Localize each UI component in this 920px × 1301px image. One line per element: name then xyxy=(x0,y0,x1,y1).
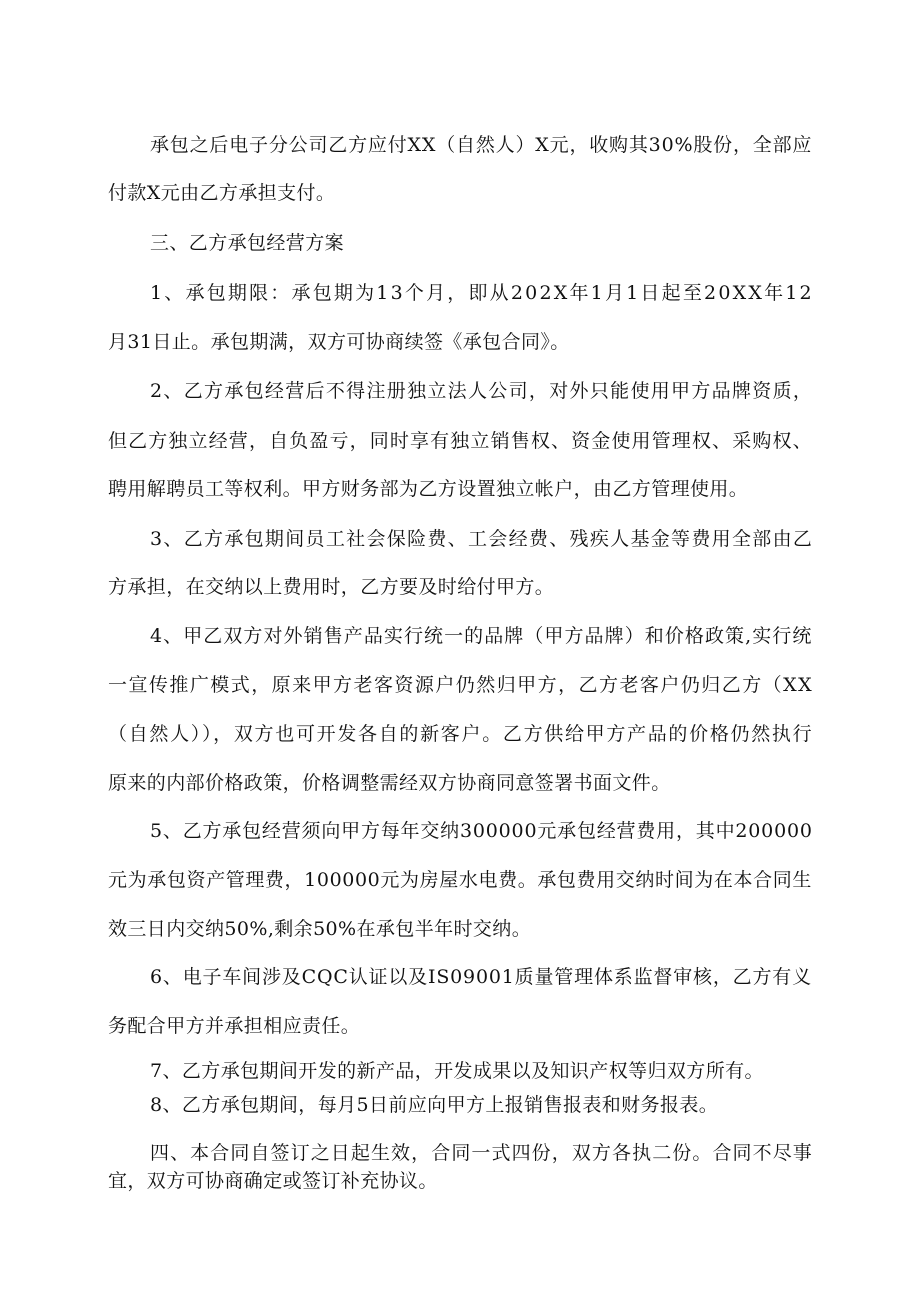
paragraph-line: 付款X元由乙方承担支付。 xyxy=(108,182,336,204)
paragraph-line: 聘用解聘员工等权利。甲方财务部为乙方设置独立帐户，由乙方管理使用。 xyxy=(108,478,749,500)
paragraph-line: 元为承包资产管理费，100000元为房屋水电费。承包费用交纳时间为在本合同生 xyxy=(108,869,812,891)
paragraph-line: 4、甲乙双方对外销售产品实行统一的品牌（甲方品牌）和价格政策,实行统 xyxy=(150,625,813,647)
paragraph-line: 月31日止。承包期满，双方可协商续签《承包合同》。 xyxy=(108,331,570,353)
paragraph-line: 3、乙方承包期间员工社会保险费、工会经费、残疾人基金等费用全部由乙 xyxy=(150,528,814,550)
paragraph-line: 原来的内部价格政策，价格调整需经双方协商同意签署书面文件。 xyxy=(108,772,671,794)
paragraph-line: （自然人）），双方也可开发各自的新客户。乙方供给甲方产品的价格仍然执行 xyxy=(108,723,814,745)
paragraph-line: 四、本合同自签订之日起生效，合同一式四份，双方各执二份。合同不尽事 xyxy=(150,1142,813,1164)
paragraph-line: 5、乙方承包经营须向甲方每年交纳300000元承包经营费用，其中200000 xyxy=(150,820,813,842)
paragraph-line: 6、电子车间涉及CQC认证以及IS09001质量管理体系监督审核，乙方有义 xyxy=(150,966,812,988)
paragraph-line: 但乙方独立经营，自负盈亏，同时享有独立销售权、资金使用管理权、采购权、 xyxy=(108,430,813,452)
paragraph-line: 2、乙方承包经营后不得注册独立法人公司，对外只能使用甲方品牌资质， xyxy=(150,380,814,402)
section-heading: 三、乙方承包经营方案 xyxy=(150,232,345,254)
paragraph-line: 承包之后电子分公司乙方应付XX（自然人）X元，收购其30%股份，全部应 xyxy=(150,134,813,156)
paragraph-line: 效三日内交纳50%,剩余50%在承包半年时交纳。 xyxy=(108,918,532,940)
paragraph-line: 1、承包期限：承包期为13个月，即从202X年1月1日起至20XX年12 xyxy=(150,282,814,304)
paragraph-line: 方承担，在交纳以上费用时，乙方要及时给付甲方。 xyxy=(108,576,555,598)
paragraph-line: 8、乙方承包期间，每月5日前应向甲方上报销售报表和财务报表。 xyxy=(150,1094,719,1116)
paragraph-line: 宜，双方可协商确定或签订补充协议。 xyxy=(108,1170,438,1192)
paragraph-line: 7、乙方承包期间开发的新产品，开发成果以及知识产权等归双方所有。 xyxy=(150,1060,764,1082)
paragraph-line: 务配合甲方并承担相应责任。 xyxy=(108,1015,361,1037)
paragraph-line: 一宣传推广模式，原来甲方老客资源户仍然归甲方，乙方老客户仍归乙方（XX xyxy=(108,674,814,696)
